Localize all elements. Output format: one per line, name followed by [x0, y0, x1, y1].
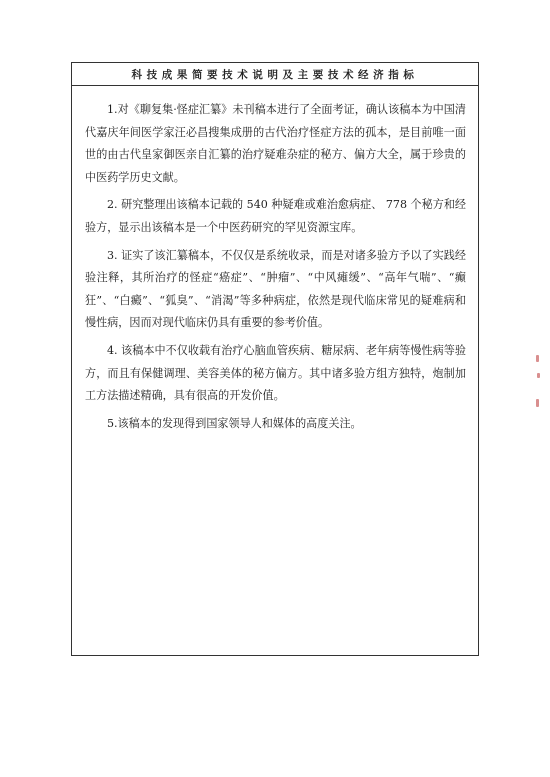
form-header: 科技成果简要技术说明及主要技术经济指标 [72, 63, 478, 86]
paragraph-2: 2. 研究整理出该稿本记载的 540 种疑难或难治愈病症、 778 个秘方和经验方，显示出该稿本是一个中医药研究的罕见资源宝库。 [85, 198, 467, 234]
paragraph-3: 3. 证实了该汇纂稿本，不仅仅是系统收录，而是对诸多验方予以了实践经验注释，其所治疗的怪症“癌症”、“肿瘤”、“中风瘫缓”、“高年气喘”、“癫狂”、“白癜”、“狐臭”、“消渴”等多种病症，依然是现代临床常见的疑难病和慢性病，因而对现代临床仍具有重要的参考价值。 [85, 248, 466, 330]
seal-bleed-marks [536, 355, 542, 415]
paragraph-5: 5.该稿本的发现得到国家领导人和媒体的高度关注。 [107, 416, 362, 430]
paragraph-1: 1.对《聊复集·怪症汇纂》未刊稿本进行了全面考证，确认该稿本为中国清代嘉庆年间医学家汪必昌搜集成册的古代治疗怪症方法的孤本，是目前唯一面世的由古代皇家御医亲自汇纂的治疗疑难杂症的秘方、偏方大全，属于珍贵的中医药学历史文献。 [85, 103, 466, 184]
summary-form-table [71, 62, 479, 656]
paragraph-4: 4. 该稿本中不仅收载有治疗心脑血管疾病、糖尿病、老年病等慢性病等验方，而且有保健调理、美容美体的秘方偏方。其中诸多验方组方独特，炮制加工方法描述精确，具有很高的开发价值。 [85, 343, 466, 403]
form-body [72, 86, 478, 435]
